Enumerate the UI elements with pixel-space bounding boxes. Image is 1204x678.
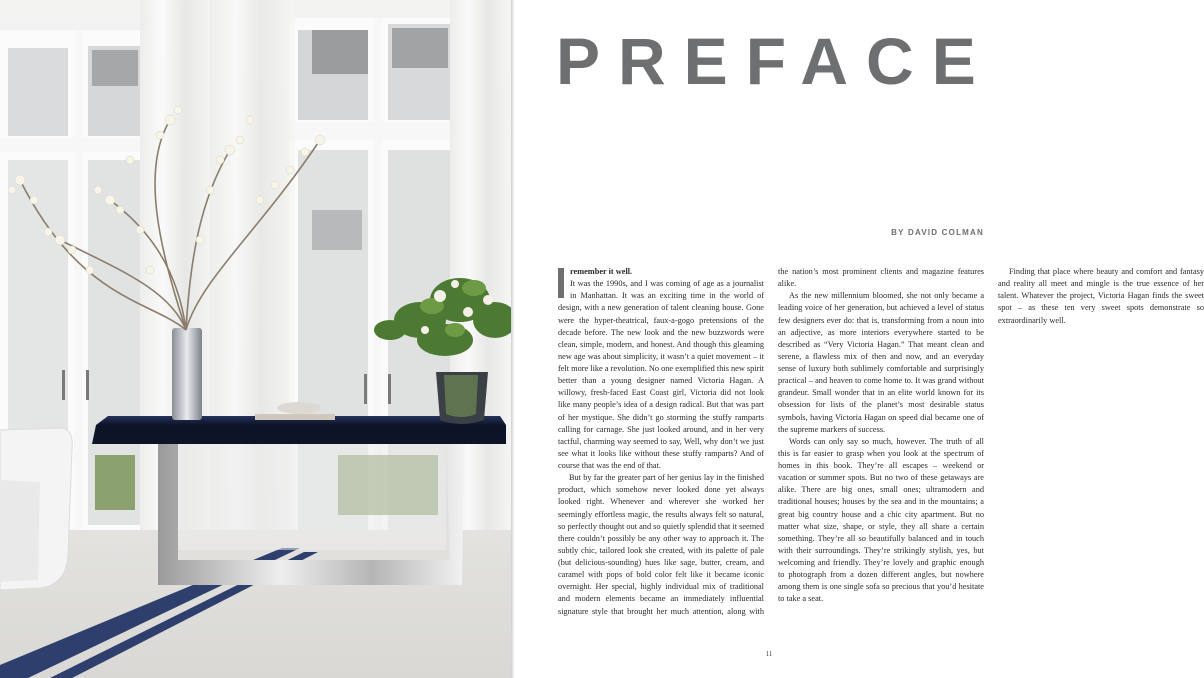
byline: BY DAVID COLMAN [891, 228, 984, 237]
drop-cap-bar [558, 268, 564, 298]
paragraph-3: As the new millennium bloomed, she not only became a leading voice of her generation, but achieved a level of status few designers ever do: that is, transforming from a noun into an adjective, as more interiors everywhere started to be described as “Very Victoria Hagan.” That meant clean and serene, a flawless mix of then and now, and an everyday sense of luxury both sublimely comfortable and surprisingly practical – and heaven to come home to. It was grand without grandeur. Small wonder that in an elite world known for its obsession for lists of the planet’s most desirable status symbols, having Victoria Hagan on speed dial became one of the supreme markers of success. [778, 291, 984, 434]
book-on-desk [255, 414, 335, 420]
body-text [558, 266, 1204, 628]
decorative-bowl [277, 402, 321, 414]
paragraph-4: Words can only say so much, however. The truth of all this is far easier to grasp when you look at the spectrum of homes in this book. They’re all escapes – weekend or vacation or summer spots. But no two of these getaways are alike. There are big ones, small ones; ultramodern and traditional houses; houses by the sea and in the mountains; a great big country house and a chic city apartment. But no matter what size, shape, or style, they all share a certain something. They’re all so beautifully balanced and in touch with their surroundings. They’re strikingly stylish, yes, but welcoming and friendly. They’re lovely and graphic enough to photograph from a dozen different angles, but nowhere among them is one single sofa so precious that you’d hesitate to take a seat. [778, 436, 984, 604]
page-title: PREFACE [556, 24, 994, 98]
text-page [514, 0, 1204, 678]
interior-photo-drawing [0, 0, 512, 678]
paragraph-1 [558, 266, 764, 472]
rug [0, 530, 512, 678]
lead-in: remember it well. [570, 267, 633, 276]
paragraph-text: It was the 1990s, and I was coming of age as a journalist in Manhattan. It was an exciting time in the world of design, with a new generation of talent cleaning house. Gone were the hyper-theatrical, faux-a-gogo pretensions of the decade before. The new look and the new buzzwords were clean, simple, modern, and honest. And though this gleaming new age was about simplicity, it wasn’t a quiet movement – it felt more like a revolution. No one exemplified this new spirit better than a young designer named Victoria Hagan. A willowy, fresh-faced East Coast girl, Victoria did not look like many people’s idea of a design radical. But that was part of her mystique. She didn’t go storming the stuffy ramparts calling for carnage. She just looked around, and in her very tactful, charming way seemed to say, Well, why don’t we just see what it looks like without these stuffy ramparts? And of course that was the end of that. [558, 279, 764, 470]
paragraph-2: But by far the greater part of her genius lay in the finished product, which somehow never looked done yet always looked right. Whenever and wherever she worked her seemingly effortless magic, the results always felt so natural, so perfectly thought out and so quietly splendid that it seemed there couldn’t possibly be any other way to approach it. The subtly chic, tailored look she created, with its palette of pale (but delicious-sounding) hues like sage, butter, cream, and caramel with pops of bold color felt like it became iconic overnight. Her special, highly individual mix of traditional and modern elements became an immediately influential signature style that brought her much attention, along with the nation’s most prominent clients and magazine features alike. [558, 267, 984, 616]
page-number: 11 [765, 650, 773, 658]
white-chair [0, 428, 72, 590]
interior-photograph [0, 0, 512, 678]
paragraph-5: Finding that place where beauty and comfort and fantasy and reality all meet and mingle is the true essence of her talent. Whatever the project, Victoria Hagan finds the sweet spot – as these ten very sweet spots demonstrate so extraordinarily well. [998, 267, 1204, 325]
